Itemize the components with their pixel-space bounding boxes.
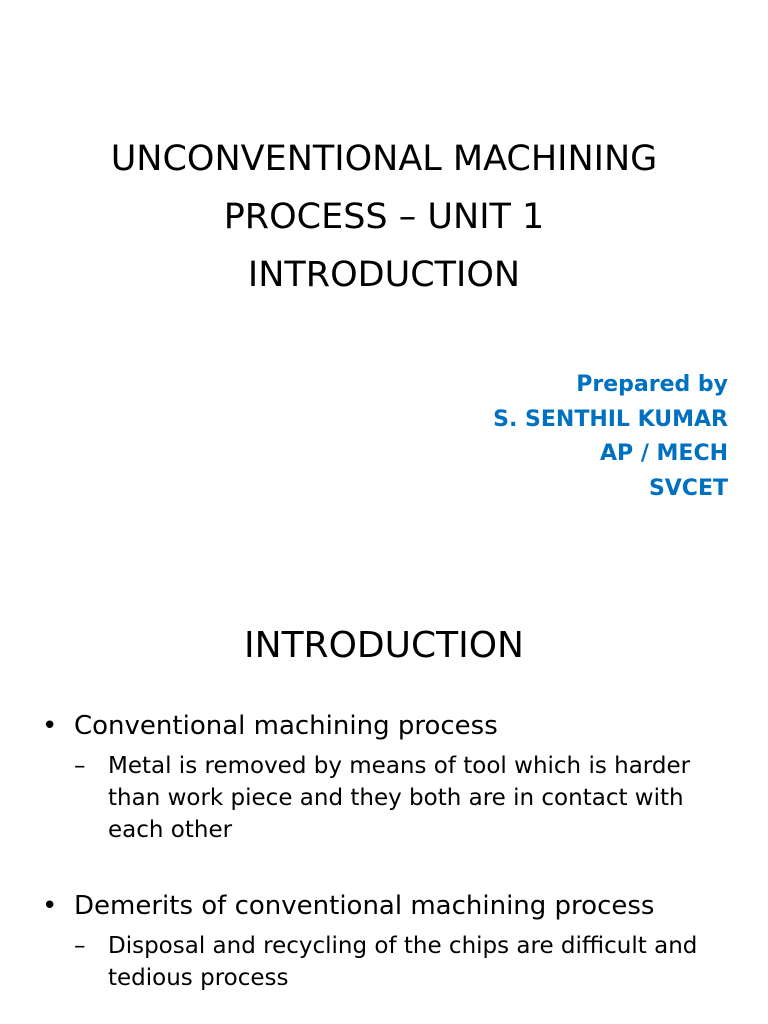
bullet-text: Demerits of conventional machining process xyxy=(74,891,655,921)
bullet-icon: • xyxy=(42,891,58,921)
bullet-text: Conventional machining process xyxy=(74,711,498,741)
slide-introduction xyxy=(0,576,768,1024)
author-designation: AP / MECH xyxy=(600,441,728,466)
author-institution: SVCET xyxy=(648,475,728,501)
sub-bullet-item xyxy=(38,930,738,994)
author-name: S. SENTHIL KUMAR xyxy=(493,406,728,432)
sub-bullet-item xyxy=(38,750,738,846)
dash-icon: – xyxy=(74,933,86,959)
prepared-by-label: Prepared by xyxy=(576,372,728,397)
author-block xyxy=(493,368,728,506)
sub-bullet-text: Metal is removed by means of tool which is harder than work piece and they both are in contact with each other xyxy=(108,753,691,843)
title-line: PROCESS – UNIT 1 xyxy=(223,197,545,237)
bullet-list xyxy=(38,708,738,994)
slide-heading: INTRODUCTION xyxy=(244,625,524,666)
sub-bullet-text: Disposal and recycling of the chips are difficult and tedious process xyxy=(108,933,698,991)
dash-icon: – xyxy=(74,753,86,779)
title-line: INTRODUCTION xyxy=(247,255,521,295)
bullet-item xyxy=(38,888,738,924)
slide-title-heading xyxy=(40,130,728,304)
title-line: UNCONVENTIONAL MACHINING xyxy=(110,139,658,179)
bullet-icon: • xyxy=(42,711,58,741)
bullet-item xyxy=(38,708,738,744)
